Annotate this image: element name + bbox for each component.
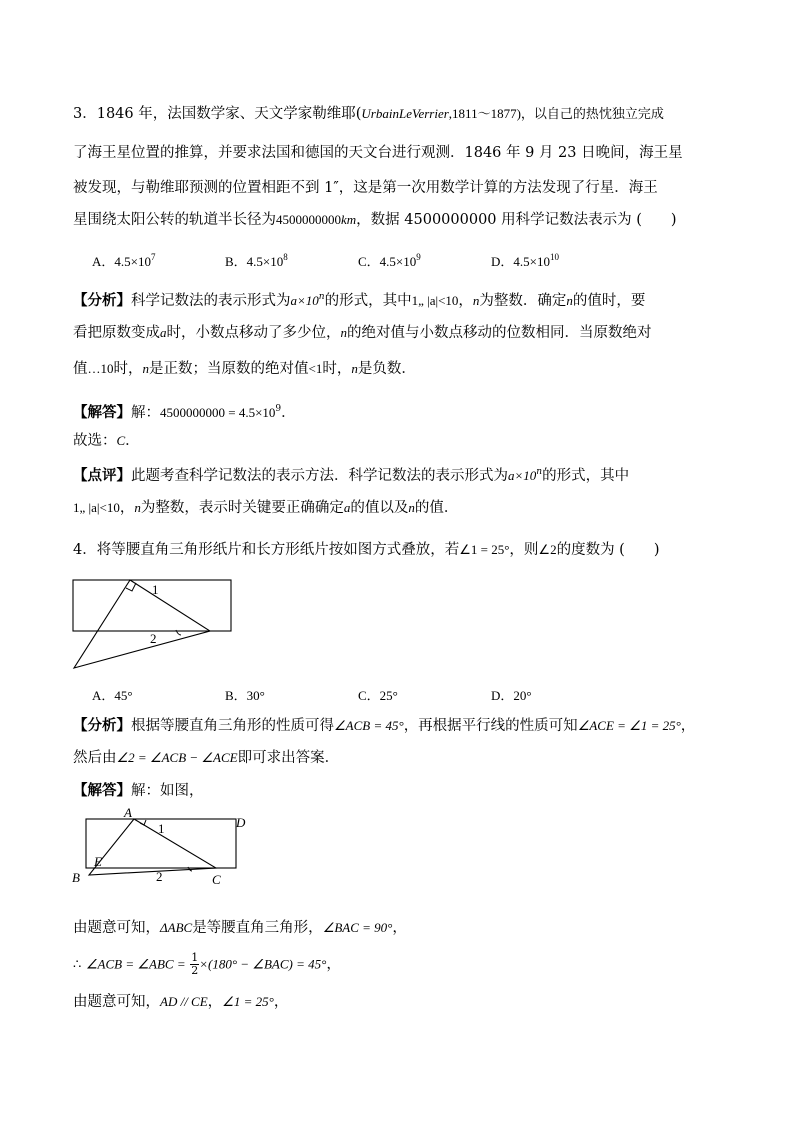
text: 由题意可知， (73, 920, 160, 936)
q4-analysis-line-1 (73, 716, 695, 736)
text: 科学记数法的表示形式为 (131, 293, 291, 309)
label-b: B (72, 870, 80, 885)
text: 时，小数点移动了多少位， (166, 325, 341, 341)
exponent: 10 (549, 252, 559, 262)
fraction-half (190, 952, 199, 977)
label-d: D (236, 815, 246, 830)
choice-b[interactable] (225, 685, 358, 704)
text: 是等腰直角三角形， (192, 920, 323, 936)
math: a×10 (290, 293, 319, 308)
label-c: C (212, 872, 221, 887)
text: 时， (322, 361, 352, 377)
label-1: 1 (158, 821, 165, 836)
text: 根据等腰直角三角形的性质可得 (131, 718, 334, 734)
q3-comment-line-1 (73, 462, 629, 486)
choice-value: 4.5×10 (246, 254, 284, 269)
text: 的形式，其中 (542, 468, 630, 484)
text: ， (458, 293, 473, 309)
text: ，再根据平行线的性质可知 (403, 718, 578, 734)
choice-value: 20° (513, 688, 532, 703)
choice-label: B． (225, 688, 247, 703)
text: ． (125, 433, 140, 449)
math: ∠2 (538, 542, 557, 557)
text: 3．1846 年，法国数学家、天文学家勒维耶( (73, 106, 362, 122)
exponent: 7 (150, 252, 156, 262)
text: ， (326, 956, 341, 973)
q4-choices (92, 685, 624, 704)
text: ,1811～1877)，以自己的热忱独立完成 (448, 106, 664, 121)
person-name: UrbainLeVerrier (361, 106, 449, 121)
q3-stem-line-4 (73, 210, 677, 230)
text: 由题意可知， (73, 994, 160, 1010)
math: ∠ACE = ∠1 = 25° (577, 718, 681, 733)
q3-stem-line-3: 被发现，与勒维耶预测的位置相距不到 1″，这是第一次用数学计算的方法发现了行星．海王 (73, 180, 658, 196)
exponent: 8 (283, 252, 288, 262)
q4-solution (73, 781, 204, 801)
math: ∠2 = ∠ACB − ∠ACE (116, 750, 238, 765)
numerator: 1 (191, 951, 199, 964)
math: n (408, 500, 415, 515)
q3-choices (92, 251, 624, 270)
math: n (142, 361, 149, 376)
text: 的值时，要 (572, 293, 646, 309)
math: n (472, 293, 480, 308)
text: 是负数． (357, 361, 416, 377)
q4-figure-1 (68, 575, 238, 671)
q4-stem (73, 540, 660, 560)
math: AD // CE (160, 994, 208, 1009)
q4-analysis-line-2 (73, 748, 339, 768)
choice-b[interactable] (225, 251, 358, 270)
triangle-paper (74, 580, 210, 668)
text: 为整数，表示时关键要正确确定 (140, 500, 344, 516)
number: 4500000000 (276, 212, 341, 227)
text: 的绝对值与小数点移动的位数相同．当原数绝对 (347, 325, 652, 341)
q3-analysis-line-1 (73, 287, 645, 311)
text: 的形式，其中 (324, 293, 412, 309)
exponent: n (536, 467, 543, 477)
text: ， (392, 920, 407, 936)
choice-label: B． (225, 254, 247, 269)
text: 的值以及 (350, 500, 409, 516)
text: ，数据 4500000000 用科学记数法表示为 ( ) (356, 212, 677, 228)
text: 值 (73, 361, 88, 377)
math: ∠ACB = 45° (334, 718, 404, 733)
q3-analysis-line-3 (73, 359, 416, 379)
choice-value: 30° (246, 688, 265, 703)
choice-value: 45° (114, 688, 133, 703)
choice-label: D． (491, 688, 514, 703)
choice-label: C． (358, 688, 380, 703)
text: 然后由 (73, 750, 117, 766)
text: 此题考查科学记数法的表示方法．科学记数法的表示形式为 (131, 468, 508, 484)
q3-analysis-line-2 (73, 323, 652, 343)
text: 为整数．确定 (479, 293, 567, 309)
math: 1„ |a|<10 (73, 500, 120, 515)
q4-known-2 (73, 992, 288, 1012)
exponent: 9 (275, 404, 282, 414)
text: 看把原数变成 (73, 325, 160, 341)
choice-label: A． (92, 688, 115, 703)
math: ΔABC (160, 920, 193, 935)
denominator: 2 (191, 964, 199, 977)
exponent: n (318, 292, 325, 302)
text: ， (680, 718, 696, 734)
q4-figure-2 (70, 805, 255, 887)
text: 即可求出答案． (237, 750, 340, 766)
math: <1 (308, 361, 323, 376)
text: 解：如图， (131, 783, 204, 799)
q4-known-1 (73, 918, 407, 938)
text: 的度数为 ( ) (556, 542, 660, 558)
math: ∠ACB = ∠ABC = (85, 956, 186, 972)
solution-tag: 【解答】 (73, 404, 131, 421)
analysis-tag: 【分析】 (73, 717, 131, 734)
choice-d[interactable] (491, 685, 624, 704)
choice-value: 4.5×10 (379, 254, 417, 269)
label-1: 1 (152, 582, 159, 597)
choice-label: D． (491, 254, 514, 269)
math: a×10 (508, 468, 537, 483)
math: ∠1 = 25° (222, 994, 274, 1009)
math: n (566, 293, 573, 308)
choice-a[interactable] (92, 251, 225, 270)
math: n (340, 325, 347, 340)
text: 解： (131, 405, 160, 421)
q3-stem-line-2: 了海王星位置的推算，并要求法国和德国的天文台进行观测．1846 年 9 月 23 日晚间，海王星 (73, 145, 683, 161)
choice-d[interactable] (491, 251, 624, 270)
q3-comment-line-2 (73, 498, 458, 518)
math: a (343, 500, 351, 515)
choice-value: 25° (379, 688, 398, 703)
math: ∠BAC = 90° (322, 920, 393, 935)
math: ∠1 = 25° (459, 542, 510, 557)
choice-c[interactable] (358, 685, 491, 704)
text: 4．将等腰直角三角形纸片和长方形纸片按如图方式叠放，若 (73, 542, 460, 558)
math: n (351, 361, 358, 376)
label-2: 2 (156, 869, 163, 884)
label-2: 2 (150, 631, 157, 646)
text: 故选： (73, 433, 117, 449)
comment-tag: 【点评】 (73, 467, 131, 484)
q4-equation (73, 952, 341, 977)
text: 是正数；当原数的绝对值 (149, 361, 309, 377)
choice-label: C． (358, 254, 380, 269)
text: ，则 (509, 542, 539, 558)
text: 的值． (414, 500, 459, 516)
triangle-abc (89, 819, 216, 875)
text: 星围绕太阳公转的轨道半长径为 (73, 212, 276, 228)
q3-stem-line-1 (73, 104, 664, 124)
choice-value: 4.5×10 (114, 254, 151, 269)
exponent: 9 (416, 252, 421, 262)
math: a (160, 325, 167, 340)
choice-c[interactable] (358, 251, 491, 270)
q3-solution (73, 399, 296, 423)
text: ， (207, 994, 223, 1010)
solution-tag: 【解答】 (73, 782, 131, 799)
text: ， (119, 500, 135, 516)
math: 4500000000 = 4.5×10 (160, 405, 276, 420)
math: ×(180° − ∠BAC) = 45° (199, 956, 327, 972)
choice-value: 4.5×10 (513, 254, 550, 269)
choice-a[interactable] (92, 685, 225, 704)
math: n (134, 500, 141, 515)
label-e: E (94, 854, 102, 869)
analysis-tag: 【分析】 (73, 292, 131, 309)
math: 1„ |a|<10 (411, 293, 459, 308)
unit: km (341, 212, 357, 227)
q3-choose (73, 431, 140, 451)
choice-label: A． (92, 254, 115, 269)
math: …10 (87, 361, 114, 376)
text: 时， (113, 361, 143, 377)
therefore-symbol: ∴ (73, 956, 82, 972)
text: ． (281, 405, 296, 421)
text: ， (273, 994, 289, 1010)
label-a: A (124, 805, 132, 820)
math: C (116, 433, 126, 448)
